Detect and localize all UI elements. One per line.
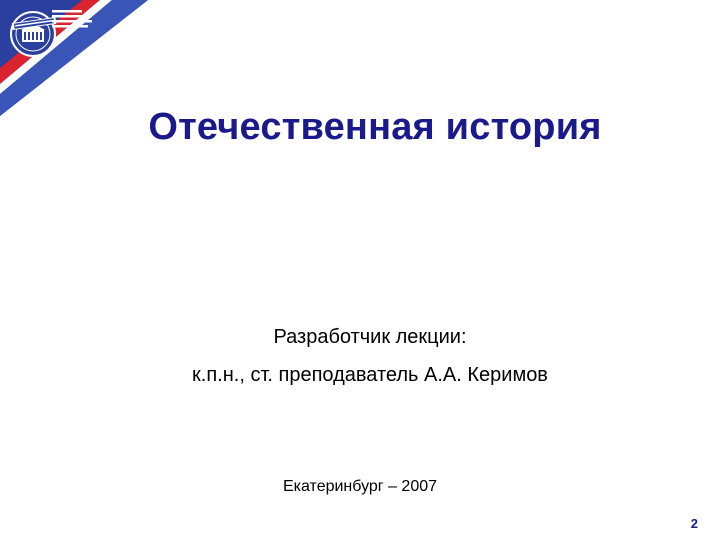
author-block — [0, 318, 720, 394]
place-year: Екатеринбург – 2007 — [282, 478, 438, 495]
slide-title: Отечественная история — [148, 106, 602, 148]
logo-stripes-graphic — [0, 0, 150, 120]
author-label: Разработчик лекции: — [273, 326, 467, 348]
program-logo — [0, 0, 150, 120]
emblem-icon — [11, 12, 56, 56]
page-number: 2 — [690, 516, 698, 531]
author-name: к.п.н., ст. преподаватель А.А. Керимов — [192, 364, 548, 386]
